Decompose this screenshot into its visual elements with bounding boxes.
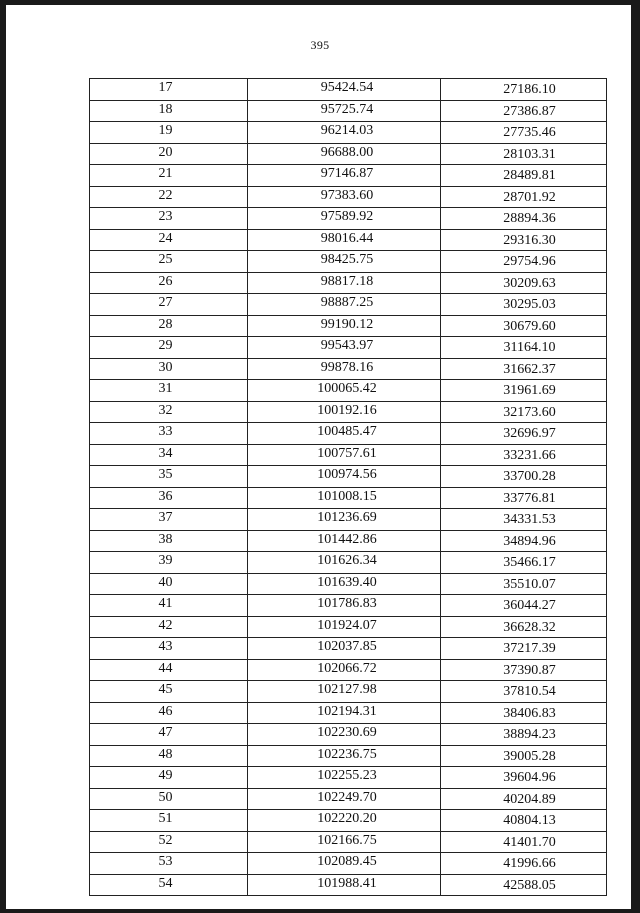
- table-row: [90, 659, 607, 681]
- table-row: [90, 724, 607, 746]
- row-index-cell: 52: [90, 831, 248, 853]
- value-b-cell: 28894.36: [441, 208, 607, 230]
- table-row: [90, 874, 607, 896]
- value-a-cell: 96688.00: [248, 143, 441, 165]
- value-b-cell: 32696.97: [441, 423, 607, 445]
- table-row: [90, 100, 607, 122]
- table-row: [90, 315, 607, 337]
- table-row: [90, 831, 607, 853]
- value-b-cell: 33231.66: [441, 444, 607, 466]
- row-index-cell: 49: [90, 767, 248, 789]
- scan-border-left: [0, 0, 6, 913]
- value-b-cell: 30295.03: [441, 294, 607, 316]
- table-row: [90, 251, 607, 273]
- value-a-cell: 99543.97: [248, 337, 441, 359]
- value-a-cell: 97383.60: [248, 186, 441, 208]
- value-b-cell: 34331.53: [441, 509, 607, 531]
- value-a-cell: 99878.16: [248, 358, 441, 380]
- table-row: [90, 681, 607, 703]
- value-b-cell: 35510.07: [441, 573, 607, 595]
- value-b-cell: 36628.32: [441, 616, 607, 638]
- row-index-cell: 36: [90, 487, 248, 509]
- table-row: [90, 380, 607, 402]
- table-row: [90, 444, 607, 466]
- row-index-cell: 17: [90, 79, 248, 101]
- row-index-cell: 45: [90, 681, 248, 703]
- value-b-cell: 27186.10: [441, 79, 607, 101]
- table-row: [90, 401, 607, 423]
- value-a-cell: 100192.16: [248, 401, 441, 423]
- row-index-cell: 51: [90, 810, 248, 832]
- table-row: [90, 552, 607, 574]
- value-b-cell: 34894.96: [441, 530, 607, 552]
- value-a-cell: 101626.34: [248, 552, 441, 574]
- table-row: [90, 638, 607, 660]
- table-row: [90, 423, 607, 445]
- row-index-cell: 41: [90, 595, 248, 617]
- table-row: [90, 143, 607, 165]
- row-index-cell: 43: [90, 638, 248, 660]
- value-b-cell: 29316.30: [441, 229, 607, 251]
- value-a-cell: 102255.23: [248, 767, 441, 789]
- value-a-cell: 102166.75: [248, 831, 441, 853]
- value-b-cell: 39604.96: [441, 767, 607, 789]
- value-b-cell: 29754.96: [441, 251, 607, 273]
- value-a-cell: 97146.87: [248, 165, 441, 187]
- value-b-cell: 30679.60: [441, 315, 607, 337]
- page-number: 395: [310, 38, 330, 52]
- value-a-cell: 102194.31: [248, 702, 441, 724]
- row-index-cell: 18: [90, 100, 248, 122]
- value-b-cell: 33700.28: [441, 466, 607, 488]
- table-row: [90, 788, 607, 810]
- scan-border-bottom: [0, 909, 640, 913]
- table-row: [90, 122, 607, 144]
- row-index-cell: 25: [90, 251, 248, 273]
- row-index-cell: 44: [90, 659, 248, 681]
- value-b-cell: 39005.28: [441, 745, 607, 767]
- row-index-cell: 31: [90, 380, 248, 402]
- row-index-cell: 22: [90, 186, 248, 208]
- value-a-cell: 102089.45: [248, 853, 441, 875]
- table-row: [90, 466, 607, 488]
- value-b-cell: 35466.17: [441, 552, 607, 574]
- row-index-cell: 34: [90, 444, 248, 466]
- row-index-cell: 53: [90, 853, 248, 875]
- value-a-cell: 100485.47: [248, 423, 441, 445]
- row-index-cell: 54: [90, 874, 248, 896]
- row-index-cell: 33: [90, 423, 248, 445]
- value-b-cell: 32173.60: [441, 401, 607, 423]
- row-index-cell: 30: [90, 358, 248, 380]
- scan-border-top: [0, 0, 640, 5]
- row-index-cell: 24: [90, 229, 248, 251]
- scan-border-right: [631, 0, 640, 913]
- value-a-cell: 98887.25: [248, 294, 441, 316]
- row-index-cell: 29: [90, 337, 248, 359]
- value-a-cell: 100974.56: [248, 466, 441, 488]
- value-a-cell: 98425.75: [248, 251, 441, 273]
- value-b-cell: 31662.37: [441, 358, 607, 380]
- value-b-cell: 28701.92: [441, 186, 607, 208]
- value-a-cell: 95424.54: [248, 79, 441, 101]
- value-b-cell: 37810.54: [441, 681, 607, 703]
- value-b-cell: 28489.81: [441, 165, 607, 187]
- data-table: [89, 78, 607, 896]
- table-row: [90, 358, 607, 380]
- table-row: [90, 702, 607, 724]
- value-a-cell: 98817.18: [248, 272, 441, 294]
- value-b-cell: 27735.46: [441, 122, 607, 144]
- value-b-cell: 30209.63: [441, 272, 607, 294]
- row-index-cell: 47: [90, 724, 248, 746]
- table-row: [90, 616, 607, 638]
- table-row: [90, 853, 607, 875]
- table-row: [90, 165, 607, 187]
- table-row: [90, 595, 607, 617]
- value-b-cell: 38406.83: [441, 702, 607, 724]
- table-row: [90, 79, 607, 101]
- value-b-cell: 40804.13: [441, 810, 607, 832]
- row-index-cell: 35: [90, 466, 248, 488]
- table-row: [90, 509, 607, 531]
- value-b-cell: 36044.27: [441, 595, 607, 617]
- value-a-cell: 95725.74: [248, 100, 441, 122]
- value-a-cell: 101639.40: [248, 573, 441, 595]
- row-index-cell: 48: [90, 745, 248, 767]
- value-b-cell: 27386.87: [441, 100, 607, 122]
- value-a-cell: 97589.92: [248, 208, 441, 230]
- table-row: [90, 229, 607, 251]
- value-a-cell: 101786.83: [248, 595, 441, 617]
- table-row: [90, 208, 607, 230]
- value-a-cell: 100757.61: [248, 444, 441, 466]
- value-b-cell: 37390.87: [441, 659, 607, 681]
- value-a-cell: 100065.42: [248, 380, 441, 402]
- table-row: [90, 810, 607, 832]
- row-index-cell: 42: [90, 616, 248, 638]
- table-row: [90, 530, 607, 552]
- value-a-cell: 99190.12: [248, 315, 441, 337]
- value-b-cell: 31164.10: [441, 337, 607, 359]
- row-index-cell: 28: [90, 315, 248, 337]
- table-row: [90, 745, 607, 767]
- row-index-cell: 21: [90, 165, 248, 187]
- value-a-cell: 102249.70: [248, 788, 441, 810]
- value-a-cell: 101236.69: [248, 509, 441, 531]
- table-row: [90, 767, 607, 789]
- table-body: [90, 79, 607, 896]
- value-a-cell: 102037.85: [248, 638, 441, 660]
- row-index-cell: 20: [90, 143, 248, 165]
- value-a-cell: 101988.41: [248, 874, 441, 896]
- row-index-cell: 27: [90, 294, 248, 316]
- value-a-cell: 96214.03: [248, 122, 441, 144]
- value-b-cell: 33776.81: [441, 487, 607, 509]
- value-a-cell: 101924.07: [248, 616, 441, 638]
- table-row: [90, 573, 607, 595]
- value-b-cell: 41996.66: [441, 853, 607, 875]
- table-row: [90, 186, 607, 208]
- row-index-cell: 23: [90, 208, 248, 230]
- row-index-cell: 40: [90, 573, 248, 595]
- table-row: [90, 487, 607, 509]
- value-b-cell: 38894.23: [441, 724, 607, 746]
- value-b-cell: 40204.89: [441, 788, 607, 810]
- row-index-cell: 50: [90, 788, 248, 810]
- table-row: [90, 272, 607, 294]
- value-b-cell: 42588.05: [441, 874, 607, 896]
- row-index-cell: 32: [90, 401, 248, 423]
- value-b-cell: 41401.70: [441, 831, 607, 853]
- value-b-cell: 28103.31: [441, 143, 607, 165]
- row-index-cell: 19: [90, 122, 248, 144]
- value-b-cell: 31961.69: [441, 380, 607, 402]
- table-row: [90, 294, 607, 316]
- value-a-cell: 98016.44: [248, 229, 441, 251]
- value-a-cell: 101442.86: [248, 530, 441, 552]
- row-index-cell: 37: [90, 509, 248, 531]
- row-index-cell: 38: [90, 530, 248, 552]
- value-a-cell: 101008.15: [248, 487, 441, 509]
- value-a-cell: 102127.98: [248, 681, 441, 703]
- row-index-cell: 39: [90, 552, 248, 574]
- row-index-cell: 26: [90, 272, 248, 294]
- value-a-cell: 102230.69: [248, 724, 441, 746]
- value-a-cell: 102066.72: [248, 659, 441, 681]
- row-index-cell: 46: [90, 702, 248, 724]
- table-row: [90, 337, 607, 359]
- value-a-cell: 102236.75: [248, 745, 441, 767]
- value-b-cell: 37217.39: [441, 638, 607, 660]
- value-a-cell: 102220.20: [248, 810, 441, 832]
